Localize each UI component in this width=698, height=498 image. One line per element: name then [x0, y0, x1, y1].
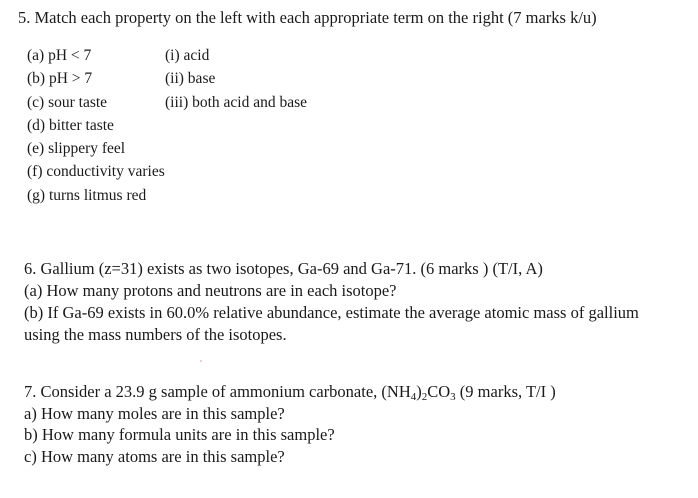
- question-5-title: 5. Match each property on the left with each appropriate term on the right (7 marks k/u): [18, 8, 597, 27]
- question-7-part-c: c) How many atoms are in this sample?: [24, 446, 285, 466]
- question-6-part-b-continued: using the mass numbers of the isotopes.: [24, 325, 287, 344]
- question-7-part-b: b) How many formula units are in this sample?: [24, 425, 335, 444]
- paren-close: ): [416, 382, 422, 401]
- term-item: (ii) base: [165, 70, 216, 88]
- question-6-part-a: (a) How many protons and neutrons are in each isotope?: [24, 281, 397, 300]
- stray-mark: [200, 360, 202, 362]
- question-7-title-prefix: 7. Consider a 23.9 g sample of ammonium carbonate, (NH: [24, 382, 411, 401]
- property-item: (a) pH < 7: [27, 47, 92, 64]
- property-item: (c) sour taste: [27, 93, 108, 111]
- subscript: 3: [450, 391, 456, 403]
- property-list: [27, 44, 165, 207]
- formula-tail: CO: [427, 382, 451, 401]
- property-item: (e) slippery feel: [27, 140, 126, 158]
- question-5: [18, 7, 597, 29]
- term-item: (i) acid: [165, 47, 210, 64]
- question-7-title: [24, 381, 556, 403]
- question-7-part-a: a) How many moles are in this sample?: [24, 403, 285, 423]
- question-6-part-b: (b) If Ga-69 exists in 60.0% relative abundance, estimate the average atomic mass of gallium: [24, 303, 639, 322]
- subscript: 2: [421, 391, 428, 403]
- question-7: [24, 381, 556, 467]
- property-item: (b) pH > 7: [27, 70, 93, 88]
- property-item: (g) turns litmus red: [27, 186, 147, 204]
- question-7-title-suffix: (9 marks, T/I ): [455, 382, 556, 401]
- property-item: (f) conductivity varies: [27, 163, 165, 181]
- term-item: (iii) both acid and base: [165, 93, 308, 111]
- subscript: 4: [410, 391, 417, 403]
- property-item: (d) bitter taste: [27, 116, 114, 134]
- question-6-title: 6. Gallium (z=31) exists as two isotopes, Ga-69 and Ga-71. (6 marks ) (T/I, A): [24, 259, 543, 278]
- question-6: [24, 258, 639, 346]
- term-list: [165, 44, 307, 114]
